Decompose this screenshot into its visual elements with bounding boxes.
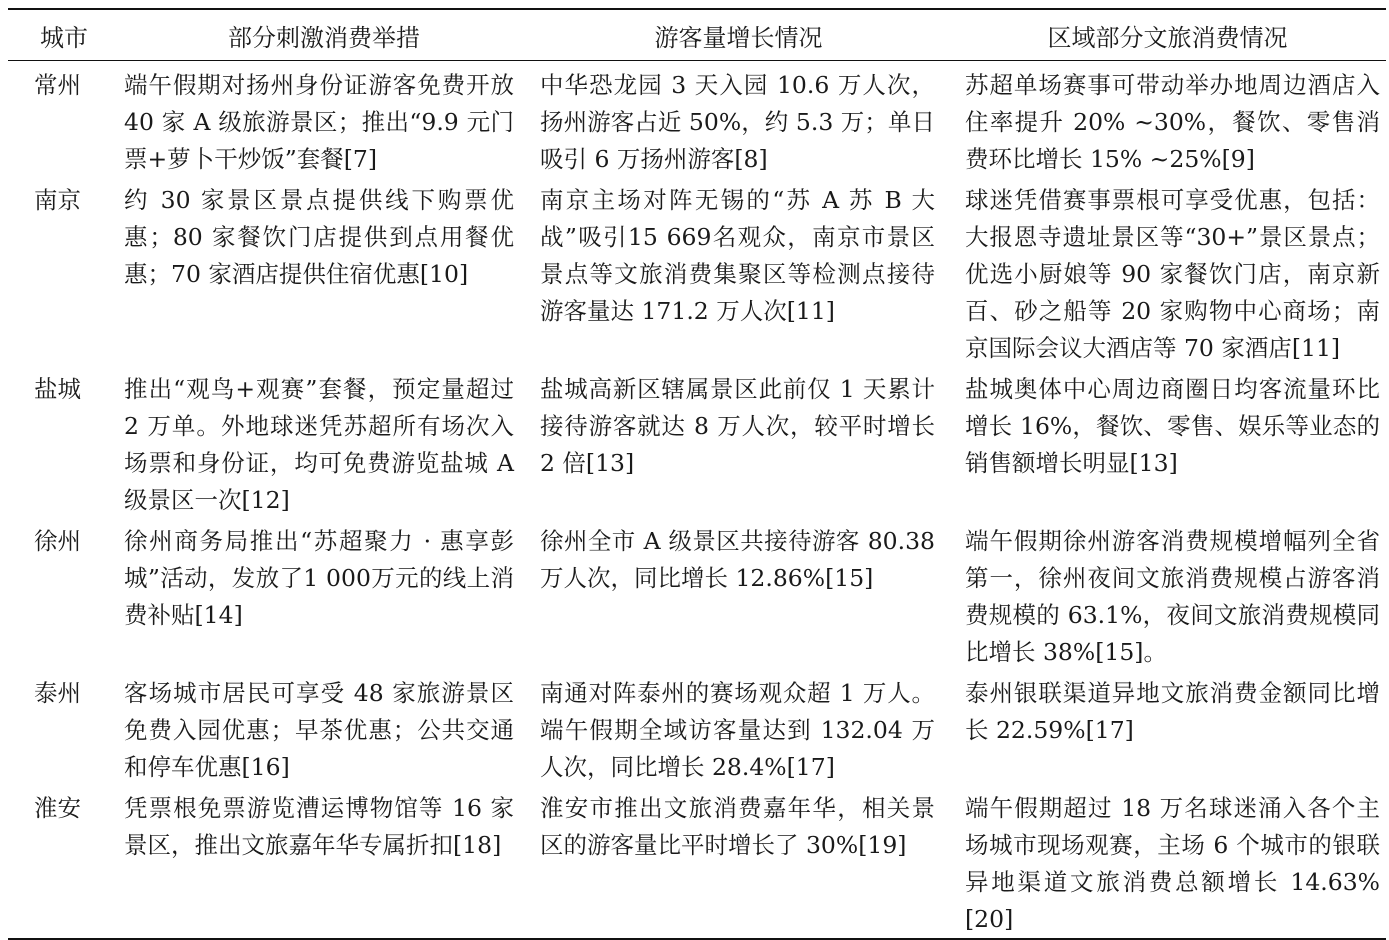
table-header	[8, 9, 1386, 61]
city-cell: 淮安	[34, 794, 81, 822]
visitors-cell: 盐城高新区辖属景区此前仅 1 天累计接待游客就达 8 万人次，较平时增长 2 倍[13]	[540, 375, 935, 477]
consumption-cell: 端午假期超过 18 万名球迷涌入各个主场城市现场观赛，主场 6 个城市的银联异地渠道文旅消费总额增长 14.63%[20]	[965, 794, 1380, 933]
measures-cell: 端午假期对扬州身份证游客免费开放 40 家 A 级旅游景区；推出“9.9 元门票+萝卜干炒饭”套餐[7]	[124, 71, 514, 173]
visitors-cell: 淮安市推出文旅消费嘉年华，相关景区的游客量比平时增长了 30%[19]	[540, 794, 935, 859]
consumption-cell: 端午假期徐州游客消费规模增幅列全省第一，徐州夜间文旅消费规模占游客消费规模的 63.1%，夜间文旅消费规模同比增长 38%[15]。	[965, 527, 1380, 666]
measures-cell: 客场城市居民可享受 48 家旅游景区免费入园优惠；早茶优惠；公共交通和停车优惠[16]	[124, 679, 514, 781]
table-row	[8, 367, 1386, 519]
table-row	[8, 519, 1386, 671]
measures-cell: 徐州商务局推出“苏超聚力 · 惠享彭城”活动，发放了1 000万元的线上消费补贴[14]	[124, 527, 514, 629]
measures-cell: 凭票根免票游览漕运博物馆等 16 家景区，推出文旅嘉年华专属折扣[18]	[124, 794, 514, 859]
table-row	[8, 178, 1386, 367]
header-city: 城市	[40, 23, 88, 52]
city-cell: 徐州	[34, 527, 81, 555]
city-cell: 泰州	[34, 679, 81, 707]
visitors-cell: 徐州全市 A 级景区共接待游客 80.38 万人次，同比增长 12.86%[15]	[540, 527, 935, 592]
visitors-cell: 南通对阵泰州的赛场观众超 1 万人。端午假期全域访客量达到 132.04 万人次，同比增长 28.4%[17]	[540, 679, 935, 781]
measures-cell: 约 30 家景区景点提供线下购票优惠；80 家餐饮门店提供到点用餐优惠；70 家酒店提供住宿优惠[10]	[124, 186, 514, 288]
consumption-cell: 盐城奥体中心周边商圈日均客流量环比增长 16%，餐饮、零售、娱乐等业态的销售额增长明显[13]	[965, 375, 1380, 477]
table-row	[8, 786, 1386, 939]
header-consumption: 区域部分文旅消费情况	[1047, 23, 1288, 52]
visitors-cell: 南京主场对阵无锡的“苏 A 苏 B 大战”吸引15 669名观众，南京市景区景点等文旅消费集聚区等检测点接待游客量达 171.2 万人次[11]	[540, 186, 935, 325]
header-visitors: 游客量增长情况	[654, 23, 823, 52]
visitors-cell: 中华恐龙园 3 天入园 10.6 万人次，扬州游客占近 50%，约 5.3 万；单日吸引 6 万扬州游客[8]	[540, 71, 935, 173]
header-measures: 部分刺激消费举措	[228, 23, 420, 52]
table-row	[8, 61, 1386, 179]
consumption-cell: 苏超单场赛事可带动举办地周边酒店入住率提升 20% ~30%，餐饮、零售消费环比增长 15% ~25%[9]	[965, 71, 1380, 173]
city-cell: 常州	[34, 71, 81, 99]
city-cell: 南京	[34, 186, 81, 214]
city-cell: 盐城	[34, 375, 81, 403]
city-consumption-table	[8, 8, 1386, 940]
consumption-cell: 泰州银联渠道异地文旅消费金额同比增长 22.59%[17]	[965, 679, 1380, 744]
table-row	[8, 671, 1386, 786]
data-table-container	[8, 8, 1386, 940]
table-body	[8, 61, 1386, 940]
consumption-cell: 球迷凭借赛事票根可享受优惠，包括：大报恩寺遗址景区等“30+”景区景点；优选小厨娘等 90 家餐饮门店，南京新百、砂之船等 20 家购物中心商场；南京国际会议大酒店等 70 家酒店[11]	[965, 186, 1380, 362]
header-row	[8, 9, 1386, 61]
measures-cell: 推出“观鸟+观赛”套餐，预定量超过 2 万单。外地球迷凭苏超所有场次入场票和身份证，均可免费游览盐城 A 级景区一次[12]	[124, 375, 514, 514]
